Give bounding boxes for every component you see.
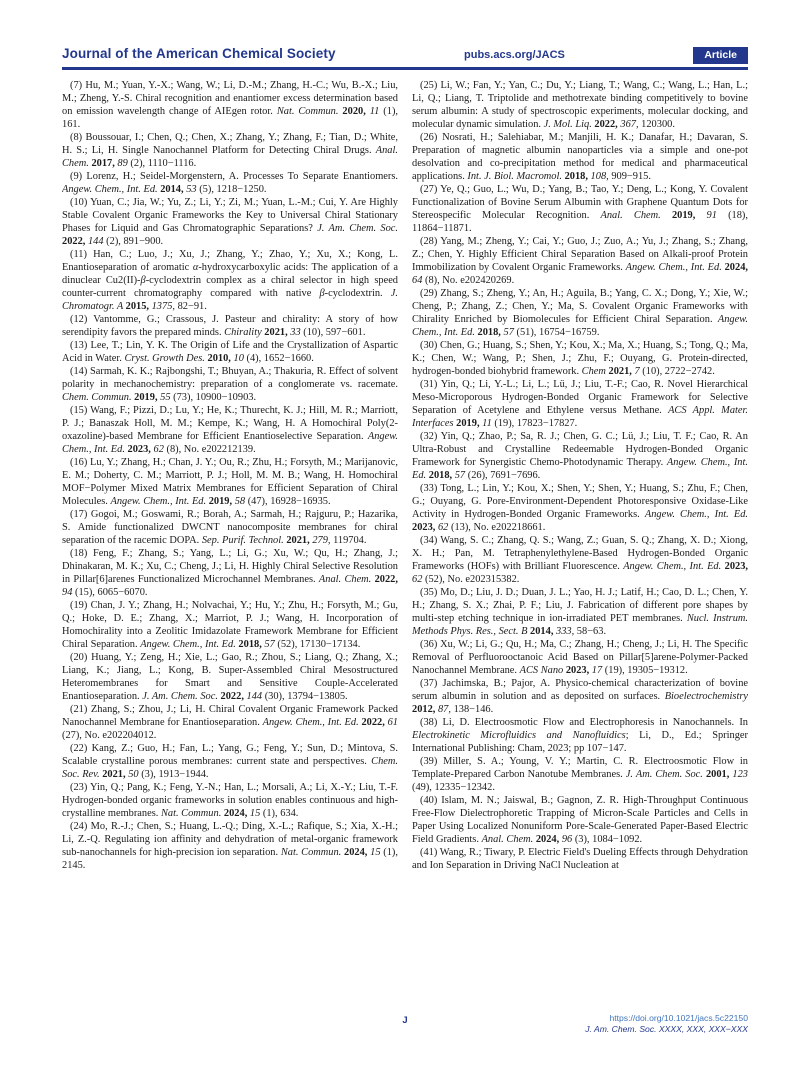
page-footer [0, 1013, 810, 1043]
reference-item: (31) Yin, Q.; Li, Y.-L.; Li, L.; Lü, J.; Liu, T.-F.; Cao, R. Novel Hierarchical Meso-Microporous Hydrogen-Bonded Organic Framework for Selective Separation of Acetylene and Ethylene versus Methane. ACS Appl. Mater. Interfaces 2019, 11 (19), 17823−17827. [412, 379, 748, 429]
reference-item: (39) Miller, S. A.; Young, V. Y.; Martin, C. R. Electroosmotic Flow in Template-Prepared Carbon Nanotube Membranes. J. Am. Chem. Soc. 2001, 123 (49), 12335−12342. [412, 756, 748, 793]
reference-item: (27) Ye, Q.; Guo, L.; Wu, D.; Yang, B.; Tao, Y.; Deng, L.; Kong, Y. Covalent Functionalization of Bovine Serum Albumin with Graphene Quantum Dots for Stereospecific Molecular Recognition. Anal. Chem. 2019, 91 (18), 11864−11871. [412, 184, 748, 234]
reference-item: (29) Zhang, S.; Zheng, Y.; An, H.; Aguila, B.; Yang, C. X.; Dong, Y.; Xie, W.; Cheng, P.; Zhang, Z.; Chen, Y.; Ma, S. Covalent Organic Frameworks with Chirality Enriched by Biomolecules for Efficient Chiral Separation. Angew. Chem., Int. Ed. 2018, 57 (51), 16754−16759. [412, 288, 748, 338]
reference-item: (25) Li, W.; Fan, Y.; Yan, C.; Du, Y.; Liang, T.; Wang, C.; Wang, L.; Han, L.; Li, Q.; Liang, T. Triptolide and methotrexate binding competitively to bovine serum albumin: A study of spectroscopic experiments, molecular docking, and molecular dynamic simulation. J. Mol. Liq. 2022, 367, 120300. [412, 80, 748, 130]
reference-item: (17) Gogoi, M.; Goswami, R.; Borah, A.; Sarmah, H.; Rajguru, P.; Hazarika, S. Amide functionalized DWCNT nanocomposite membranes for chiral separation of the racemic DOPA. Sep. Purif. Technol. 2021, 279, 119704. [62, 509, 398, 546]
reference-item: (8) Boussouar, I.; Chen, Q.; Chen, X.; Zhang, Y.; Zhang, F.; Tian, D.; White, H. S.; Li, H. Single Nanochannel Platform for Detecting Chiral Drugs. Anal. Chem. 2017, 89 (2), 1110−1116. [62, 132, 398, 169]
reference-item: (22) Kang, Z.; Guo, H.; Fan, L.; Yang, G.; Feng, Y.; Sun, D.; Mintova, S. Scalable crystalline porous membranes: current state and perspectives. Chem. Soc. Rev. 2021, 50 (3), 1913−1944. [62, 743, 398, 780]
reference-item: (36) Xu, W.; Li, G.; Qu, H.; Ma, C.; Zhang, H.; Cheng, J.; Li, H. The Specific Removal of Perfluorooctanoic Acid Based on Pillar[5]arene-Polymer-Packed Nanochannel Membrane. ACS Nano 2023, 17 (19), 19305−19312. [412, 639, 748, 676]
reference-item: (16) Lu, Y.; Zhang, H.; Chan, J. Y.; Ou, R.; Zhu, H.; Forsyth, M.; Marijanovic, E. M.; Doherty, C. M.; Marriott, P. J.; Holl, M. M. B.; Wang, H. Homochiral MOF−Polymer Mixed Matrix Membranes for Efficient Separation of Chiral Molecules. Angew. Chem., Int. Ed. 2019, 58 (47), 16928−16935. [62, 457, 398, 507]
references-section [62, 79, 748, 1019]
page-header [62, 46, 748, 64]
article-badge: Article [693, 47, 748, 64]
reference-item: (33) Tong, L.; Lin, Y.; Kou, X.; Shen, Y.; Shen, Y.; Huang, S.; Zhu, F.; Chen, G.; Ouyang, G. Pore-Environment-Dependent Photoresponsive Oxidase-Like Activity in Hydrogen-Bonded Organic Frameworks. Angew. Chem., Int. Ed. 2023, 62 (13), No. e202218661. [412, 483, 748, 533]
journal-title: Journal of the American Chemical Society [62, 46, 336, 61]
reference-item: (19) Chan, J. Y.; Zhang, H.; Nolvachai, Y.; Hu, Y.; Zhu, H.; Forsyth, M.; Gu, Q.; Hoke, D. E.; Zhang, X.; Marriot, P. J.; Wang, H. Incorporation of Homochirality into a Zeolitic Imidazolate Framework Membrane for Efficient Chiral Separation. Angew. Chem., Int. Ed. 2018, 57 (52), 17130−17134. [62, 600, 398, 650]
reference-item: (14) Sarmah, K. K.; Rajbongshi, T.; Bhuyan, A.; Thakuria, R. Effect of solvent polarity in mechanochemistry: preparation of a conglomerate vs. racemate. Chem. Commun. 2019, 55 (73), 10900−10903. [62, 366, 398, 403]
reference-item: (26) Nosrati, H.; Salehiabar, M.; Manjili, H. K.; Danafar, H.; Davaran, S. Preparation of magnetic albumin nanoparticles via a simple and one-pot desolvation and co-precipitation method for medical and pharmaceutical applications. Int. J. Biol. Macromol. 2018, 108, 909−915. [412, 132, 748, 182]
reference-item: (23) Yin, Q.; Pang, K.; Feng, Y.-N.; Han, L.; Morsali, A.; Li, X.-Y.; Liu, T.-F. Hydrogen-bonded organic frameworks in solution enables continuous and high-crystalline membranes. Nat. Commun. 2024, 15 (1), 634. [62, 782, 398, 819]
reference-item: (18) Feng, F.; Zhang, S.; Yang, L.; Li, G.; Xu, W.; Qu, H.; Zhang, J.; Dhinakaran, M. K.; Xu, C.; Cheng, J.; Li, H. Highly Chiral Selective Resolution in Pillar[6]arenes Functionalized Microchannel Membranes. Anal. Chem. 2022, 94 (15), 6065−6070. [62, 548, 398, 598]
reference-item: (15) Wang, F.; Pizzi, D.; Lu, Y.; He, K.; Thurecht, K. J.; Hill, M. R.; Marriott, P. J.; Banaszak Holl, M. M.; Kempe, K.; Wang, H. A Homochiral Poly(2-oxazoline)-based Membrane for Efficient Enantioselective Separation. Angew. Chem., Int. Ed. 2023, 62 (8), No. e202212139. [62, 405, 398, 455]
reference-item: (13) Lee, T.; Lin, Y. K. The Origin of Life and the Crystallization of Aspartic Acid in Water. Cryst. Growth Des. 2010, 10 (4), 1652−1660. [62, 340, 398, 364]
citation-line: J. Am. Chem. Soc. XXXX, XXX, XXX−XXX [585, 1023, 748, 1034]
reference-item: (32) Yin, Q.; Zhao, P.; Sa, R. J.; Chen, G. C.; Lü, J.; Liu, T. F.; Cao, R. An Ultra-Robust and Crystalline Redeemable Hydrogen-Bonded Organic Framework for Synergistic Chemo-Photodynamic Therapy. Angew. Chem., Int. Ed. 2018, 57 (26), 7691−7696. [412, 431, 748, 481]
reference-item: (37) Jachimska, B.; Pajor, A. Physico-chemical characterization of bovine serum albumin in solution and as deposited on surfaces. Bioelectrochemistry 2012, 87, 138−146. [412, 678, 748, 715]
doi-link[interactable]: https://doi.org/10.1021/jacs.5c22150 [609, 1013, 748, 1023]
reference-item: (12) Vantomme, G.; Crassous, J. Pasteur and chirality: A story of how serendipity favors the prepared minds. Chirality 2021, 33 (10), 597−601. [62, 314, 398, 338]
reference-item: (20) Huang, Y.; Zeng, H.; Xie, L.; Gao, R.; Zhou, S.; Liang, Q.; Zhang, X.; Liang, K.; Jiang, L.; Kong, B. Super-Assembled Chiral Mesostructured Heteromembranes for Smart and Sensitive Couple-Accelerated Enantioseparation. J. Am. Chem. Soc. 2022, 144 (30), 13794−13805. [62, 652, 398, 702]
header-rule [62, 67, 748, 70]
reference-item: (7) Hu, M.; Yuan, Y.-X.; Wang, W.; Li, D.-M.; Zhang, H.-C.; Wu, B.-X.; Liu, M.; Zheng, Y.-S. Chiral recognition and enantiomer excess determination based on emission wavelength change of AIEgen rotor. Nat. Commun. 2020, 11 (1), 161. [62, 80, 399, 130]
reference-item: (30) Chen, G.; Huang, S.; Shen, Y.; Kou, X.; Ma, X.; Huang, S.; Tong, Q.; Ma, K.; Chen, W.; Wang, P.; Shen, J.; Zhu, F.; Ouyang, G. Protein-directed, hydrogen-bonded biohybrid framework. Chem 2021, 7 (10), 2722−2742. [412, 340, 748, 377]
reference-item: (10) Yuan, C.; Jia, W.; Yu, Z.; Li, Y.; Zi, M.; Yuan, L.-M.; Cui, Y. Are Highly Stable Covalent Organic Frameworks the Key to Universal Chiral Stationary Phases for Liquid and Gas Chromatographic Separations? J. Am. Chem. Soc. 2022, 144 (2), 891−900. [62, 197, 398, 247]
journal-site-link[interactable]: pubs.acs.org/JACS [464, 49, 565, 61]
references-column-right [412, 79, 748, 1019]
references-column-left [62, 79, 398, 1019]
reference-item: (11) Han, C.; Luo, J.; Xu, J.; Zhang, Y.; Zhao, Y.; Xu, X.; Kong, L. Enantioseparation of aromatic α-hydroxycarboxylic acids: The application of a dinuclear Cu2(II)-β-cyclodextrin complex as a chiral selector in high speed counter-current chromatography compared with native β-cyclodextrin. J. Chromatogr. A 2015, 1375, 82−91. [62, 249, 398, 312]
reference-item: (38) Li, D. Electroosmotic Flow and Electrophoresis in Nanochannels. In Electrokinetic Microfluidics and Nanofluidics; Li, D., Ed.; Springer International Publishing: Cham, 2023; pp 107−147. [412, 717, 748, 754]
footer-citation-block [585, 1013, 748, 1034]
reference-item: (24) Mo, R.-J.; Chen, S.; Huang, L.-Q.; Ding, X.-L.; Rafique, S.; Xia, X.-H.; Li, Z.-Q. Regulating ion affinity and dehydration of metal-organic framework sub-nanochannels for high-precision ion separation. Nat. Commun. 2024, 15 (1), 2145. [62, 821, 398, 871]
reference-item: (35) Mo, D.; Liu, J. D.; Duan, J. L.; Yao, H. J.; Latif, H.; Cao, D. L.; Chen, Y. H.; Zhang, S. X.; Zhai, P. F.; Liu, J. Fabrication of different pore shapes by multi-step etching technique in ion-irradiated PET membranes. Nucl. Instrum. Methods Phys. Res., Sect. B 2014, 333, 58−63. [412, 587, 748, 637]
reference-item: (21) Zhang, S.; Zhou, J.; Li, H. Chiral Covalent Organic Framework Packed Nanochannel Membrane for Enantioseparation. Angew. Chem., Int. Ed. 2022, 61 (27), No. e202204012. [62, 704, 398, 741]
reference-item: (40) Islam, M. N.; Jaiswal, B.; Gagnon, Z. R. High-Throughput Continuous Free-Flow Dielectrophoretic Trapping of Micron-Scale Particles and Cells in Paper Using Localized Nonuniform Pore-Scale-Generated Paper-Based Electric Field Gradients. Anal. Chem. 2024, 96 (3), 1084−1092. [412, 795, 748, 845]
reference-item: (28) Yang, M.; Zheng, Y.; Cai, Y.; Guo, J.; Zuo, A.; Yu, J.; Zhang, S.; Zhang, Z.; Chen, Y. Highly Efficient Chiral Separation Based on Alkali-proof Protein Immobilization by Covalent Organic Frameworks. Angew. Chem., Int. Ed. 2024, 64 (8), No. e202420269. [412, 236, 748, 286]
reference-item: (41) Wang, R.; Tiwary, P. Electric Field's Dueling Effects through Dehydration and Ion Separation in Driving NaCl Nucleation at [412, 847, 748, 871]
reference-item: (9) Lorenz, H.; Seidel-Morgenstern, A. Processes To Separate Enantiomers. Angew. Chem., Int. Ed. 2014, 53 (5), 1218−1250. [62, 171, 398, 195]
reference-item: (34) Wang, S. C.; Zhang, Q. S.; Wang, Z.; Guan, S. Q.; Zhang, X. D.; Xiong, X. H.; Pan, M. Tetraphenylethylene-Based Hydrogen-Bonded Organic Frameworks (HOFs) with Brilliant Fluorescence. Angew. Chem., Int. Ed. 2023, 62 (52), No. e202315382. [412, 535, 748, 585]
page-number: J [402, 1015, 408, 1026]
